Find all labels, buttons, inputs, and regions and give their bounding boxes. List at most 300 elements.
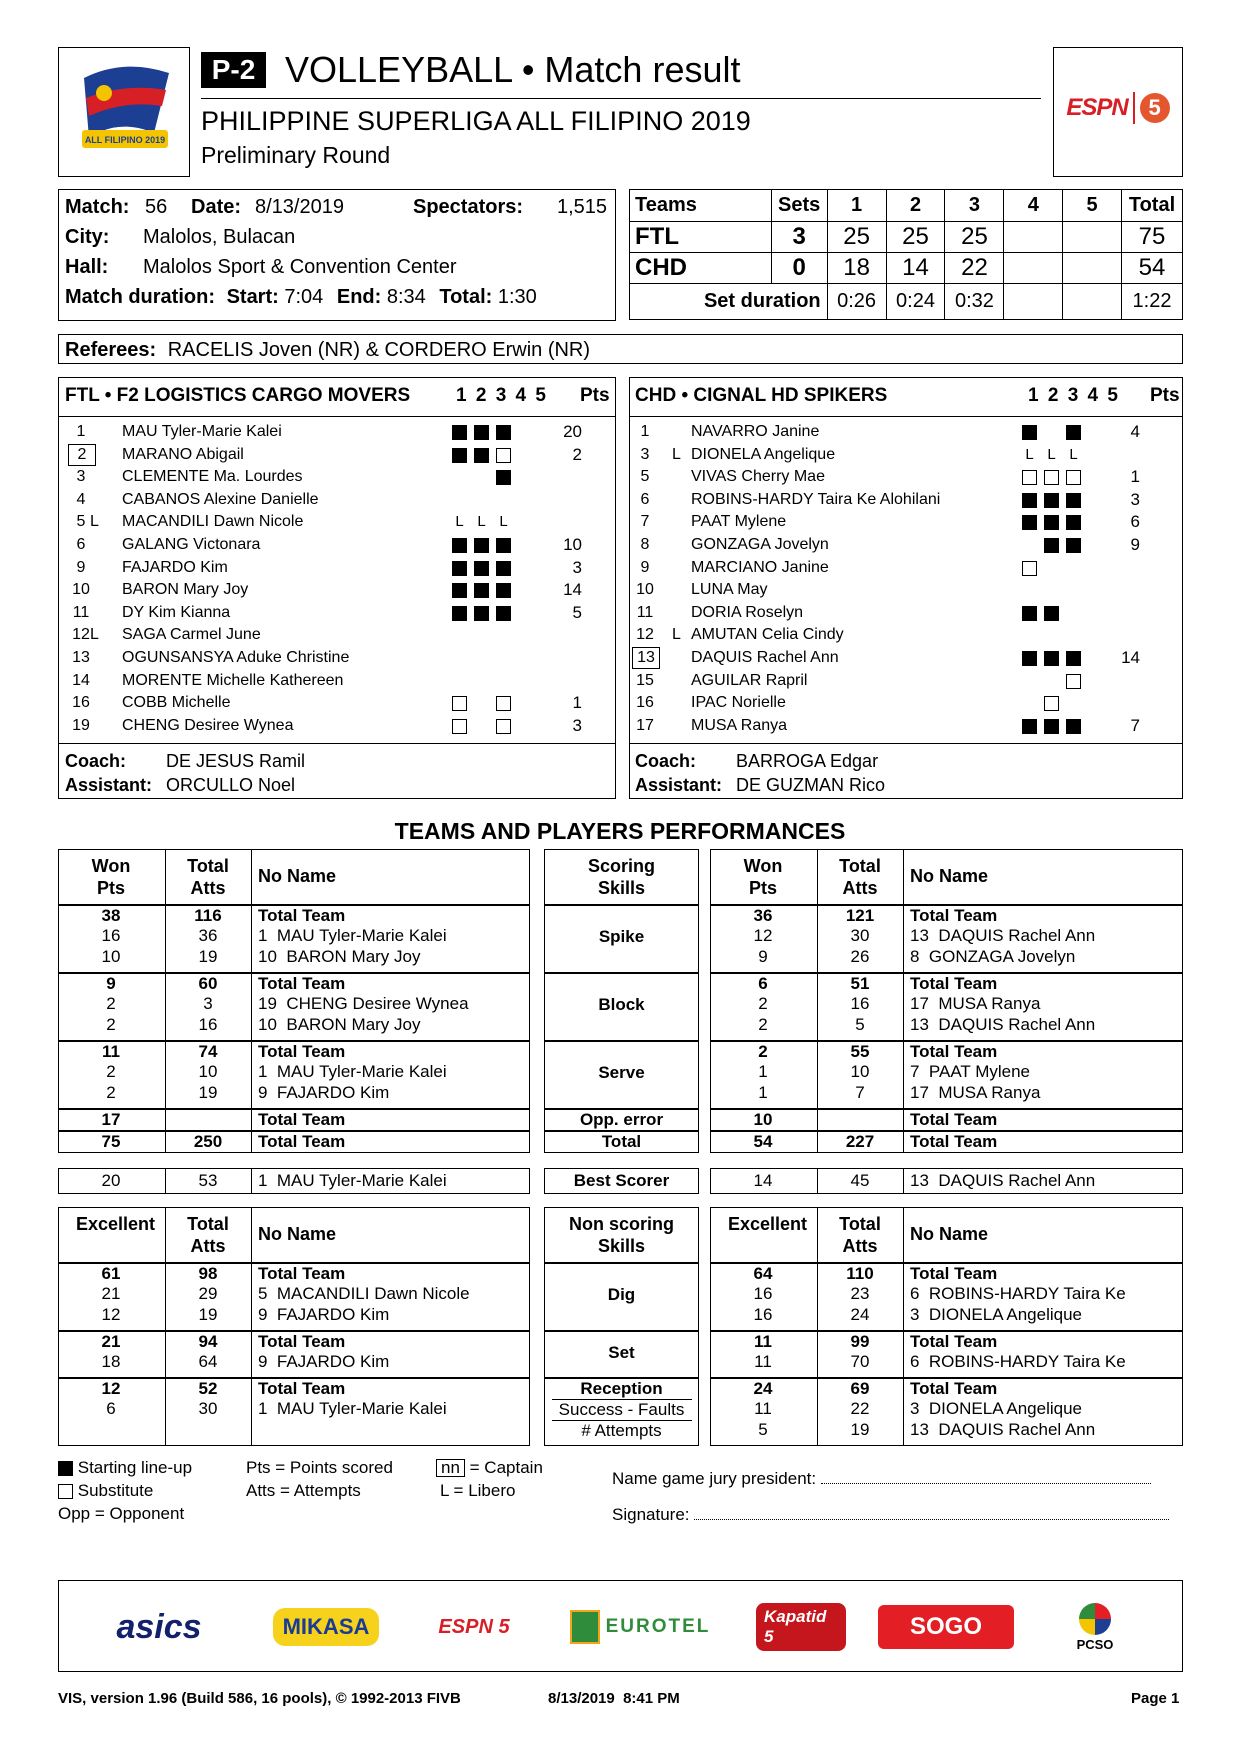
player-number: 1 xyxy=(76,423,86,440)
best-left-atts: 53 xyxy=(198,1171,218,1190)
stat-atts: 3 xyxy=(203,994,213,1014)
teams-header: Teams xyxy=(630,190,772,222)
set5-score xyxy=(1063,253,1122,284)
starting-lineup-icon xyxy=(1044,651,1059,666)
libero-set-mark: L xyxy=(499,513,508,531)
starting-lineup-icon xyxy=(1022,719,1037,734)
player-row xyxy=(629,624,1183,646)
header-name: No Name xyxy=(910,1224,989,1244)
stat-won: 17 xyxy=(101,1110,121,1129)
stat-name: Total Team xyxy=(258,1132,346,1151)
skill-label: Dig xyxy=(607,1285,636,1304)
player-row xyxy=(629,421,1183,443)
stat-name: 1 MAU Tyler-Marie Kalei xyxy=(258,1399,447,1419)
player-points: 10 xyxy=(563,535,582,554)
stat-name: 9 FAJARDO Kim xyxy=(258,1352,390,1372)
libero-set-mark: L xyxy=(1047,445,1056,463)
col-divider xyxy=(251,1378,252,1446)
stat-name: 1 MAU Tyler-Marie Kalei xyxy=(258,1062,447,1082)
player-row xyxy=(629,579,1183,601)
stat-atts: 36 xyxy=(198,926,218,946)
set2-score: 25 xyxy=(886,222,945,253)
best-right-atts: 45 xyxy=(850,1171,870,1190)
player-row xyxy=(58,602,616,624)
set3-duration: 0:32 xyxy=(945,284,1004,320)
skill-label: Reception xyxy=(580,1379,663,1398)
player-number: 19 xyxy=(72,716,90,734)
stat-name: 8 GONZAGA Jovelyn xyxy=(910,946,1076,966)
player-points: 4 xyxy=(1130,422,1140,441)
player-name: MACANDILI Dawn Nicole xyxy=(122,513,304,531)
player-name: LUNA May xyxy=(691,581,768,599)
player-row xyxy=(629,692,1183,714)
date-label: Date: xyxy=(191,196,242,218)
stat-atts: 55 xyxy=(850,1042,870,1061)
player-points: 7 xyxy=(1130,715,1140,735)
date-value: 8/13/2019 xyxy=(255,196,344,218)
libero-mark: L xyxy=(672,626,681,644)
col-divider xyxy=(903,1041,904,1109)
stat-atts: 19 xyxy=(850,1419,870,1439)
stat-name: Total Team xyxy=(910,1379,998,1398)
player-name: COBB Michelle xyxy=(122,694,231,712)
stat-atts: 121 xyxy=(845,906,875,925)
stat-won: 10 xyxy=(101,946,121,966)
starting-lineup-icon xyxy=(1022,493,1037,508)
stat-atts: 116 xyxy=(194,906,222,925)
player-points: 2 xyxy=(572,444,582,464)
player-points: 3 xyxy=(572,715,582,735)
col-divider xyxy=(903,1263,904,1331)
starting-lineup-icon xyxy=(474,425,489,440)
legend-captain-libero xyxy=(436,1456,543,1502)
legend-substitute: Substitute xyxy=(58,1479,192,1502)
stat-atts: 22 xyxy=(850,1399,870,1419)
player-row xyxy=(629,444,1183,466)
stat-name: 10 BARON Mary Joy xyxy=(258,946,421,966)
stat-name: 13 DAQUIS Rachel Ann xyxy=(910,1419,1096,1439)
hall-value: Malolos Sport & Convention Center xyxy=(143,256,457,278)
stat-won: 16 xyxy=(101,926,121,946)
stat-atts: 23 xyxy=(850,1284,870,1304)
col-divider xyxy=(903,1378,904,1446)
player-name: DORIA Roselyn xyxy=(691,603,804,621)
sogo-logo: SOGO xyxy=(876,1598,1016,1656)
stat-name: Total Team xyxy=(258,1110,346,1129)
player-row xyxy=(629,715,1183,737)
eurotel-logo: EUROTEL xyxy=(558,1598,722,1656)
stat-name: 10 BARON Mary Joy xyxy=(258,1014,421,1034)
asics-logo: asics xyxy=(116,1607,202,1646)
stat-name: Total Team xyxy=(910,1110,998,1129)
league-name: PHILIPPINE SUPERLIGA ALL FILIPINO 2019 xyxy=(201,106,751,136)
ftl-assistant-label: Assistant: xyxy=(65,775,153,795)
starting-lineup-icon xyxy=(1022,425,1037,440)
city-label: City: xyxy=(65,226,110,248)
player-name: DIONELA Angelique xyxy=(691,445,836,463)
starting-lineup-icon xyxy=(496,606,511,621)
player-name: ROBINS-HARDY Taira Ke Alohilani xyxy=(691,490,941,508)
skill-sublabel: Success - Faults xyxy=(552,1399,692,1420)
stat-won: 2 xyxy=(758,994,768,1014)
player-number: 5 xyxy=(76,513,86,531)
ftl-pts-header: Pts xyxy=(580,385,610,406)
starting-lineup-icon xyxy=(474,583,489,598)
player-number: 12 xyxy=(72,626,90,644)
col-divider xyxy=(903,1168,904,1194)
player-name: SAGA Carmel June xyxy=(122,626,261,644)
starting-lineup-icon xyxy=(1066,538,1081,553)
set5-score xyxy=(1063,222,1122,253)
player-row xyxy=(58,511,616,533)
stat-name: Total Team xyxy=(258,1264,346,1283)
stat-won: 11 xyxy=(754,1332,772,1351)
stat-name: Total Team xyxy=(910,1042,998,1061)
skill-label: Total xyxy=(601,1132,642,1151)
ftl-roster-footer-rule xyxy=(58,743,616,744)
stat-atts: 74 xyxy=(198,1042,218,1061)
player-name: VIVAS Cherry Mae xyxy=(691,468,825,486)
best-left-name: 1 MAU Tyler-Marie Kalei xyxy=(258,1171,447,1190)
captain-box-icon: nn xyxy=(436,1459,465,1477)
skills-header-label: Non scoring Skills xyxy=(568,1214,674,1256)
match-info-box xyxy=(58,189,616,321)
player-number: 7 xyxy=(640,513,650,531)
stat-atts: 19 xyxy=(198,1304,218,1324)
stat-name: Total Team xyxy=(258,1332,346,1351)
player-row xyxy=(629,557,1183,579)
best-right-pts: 14 xyxy=(753,1171,773,1190)
stat-atts: 99 xyxy=(850,1332,870,1351)
stat-won: 11 xyxy=(102,1042,120,1061)
start-label: Start: xyxy=(226,286,279,308)
mikasa-logo: MIKASA xyxy=(258,1598,394,1656)
chd-sets-header: 1 2 3 4 5 xyxy=(1028,385,1118,406)
stat-won: 9 xyxy=(758,946,768,966)
sets-won: 0 xyxy=(771,253,827,284)
player-number: 9 xyxy=(76,558,86,576)
duration-label: Match duration: xyxy=(65,286,215,308)
substitute-icon xyxy=(1066,674,1081,689)
col-divider xyxy=(251,1168,252,1194)
substitute-icon xyxy=(1044,696,1059,711)
col-divider xyxy=(251,1263,252,1331)
match-duration xyxy=(65,286,537,309)
set-duration-label: Set duration xyxy=(630,284,828,320)
coach-label: Coach: xyxy=(65,751,127,771)
sets-header: Sets xyxy=(771,190,827,222)
best-left-pts: 20 xyxy=(101,1171,121,1190)
starting-lineup-icon xyxy=(452,425,467,440)
player-number: 8 xyxy=(640,536,650,553)
total-score: 54 xyxy=(1122,253,1183,284)
footer-page: Page 1 xyxy=(1131,1690,1180,1707)
skills-header-label: Scoring Skills xyxy=(587,856,655,898)
stat-name: 7 PAAT Mylene xyxy=(910,1062,1030,1082)
league-logo xyxy=(74,58,174,158)
player-number: 10 xyxy=(72,581,90,599)
substitute-icon xyxy=(496,696,511,711)
stat-won: 11 xyxy=(754,1399,772,1419)
chd-assistant-name: DE GUZMAN Rico xyxy=(736,775,886,795)
stat-name: 19 CHENG Desiree Wynea xyxy=(258,994,469,1014)
jury-signature: Signature: xyxy=(612,1505,1169,1525)
player-number: 4 xyxy=(76,490,86,508)
stat-name: 9 FAJARDO Kim xyxy=(258,1304,390,1324)
col-divider xyxy=(165,1109,166,1131)
stat-name: 13 DAQUIS Rachel Ann xyxy=(910,1014,1096,1034)
stat-atts: 26 xyxy=(850,946,870,966)
end-value: 8:34 xyxy=(386,286,426,308)
player-points: 3 xyxy=(572,557,582,577)
legend-atts: Atts = Attempts xyxy=(246,1481,361,1500)
stat-atts: 10 xyxy=(198,1062,218,1082)
stat-won: 64 xyxy=(753,1264,773,1283)
jury-president-line[interactable] xyxy=(821,1483,1151,1484)
stat-name: Total Team xyxy=(258,1379,346,1398)
stat-won: 2 xyxy=(106,1014,116,1034)
col-divider xyxy=(903,973,904,1041)
stat-atts: 19 xyxy=(198,946,218,966)
starting-lineup-icon xyxy=(452,583,467,598)
starting-lineup-icon xyxy=(1022,651,1037,666)
player-number: 3 xyxy=(76,468,86,486)
player-name: FAJARDO Kim xyxy=(122,558,228,576)
starting-lineup-icon xyxy=(496,470,511,485)
starting-lineup-icon xyxy=(1044,538,1059,553)
stat-atts: 52 xyxy=(198,1379,218,1398)
player-number: 10 xyxy=(636,581,654,599)
empty-square-icon xyxy=(58,1484,73,1499)
starting-lineup-icon xyxy=(1066,719,1081,734)
footer-version: VIS, version 1.96 (Build 586, 16 pools), © 1992-2013 FIVB xyxy=(58,1690,461,1707)
chd-coach-name: BARROGA Edgar xyxy=(736,751,879,771)
set5-header: 5 xyxy=(1063,190,1122,222)
set3-score: 25 xyxy=(945,222,1004,253)
stat-atts: 227 xyxy=(845,1132,875,1151)
set3-header: 3 xyxy=(945,190,1004,222)
referees-label: Referees: xyxy=(65,339,157,361)
header-name: No Name xyxy=(258,866,337,886)
player-row xyxy=(629,602,1183,624)
stat-won: 12 xyxy=(101,1379,121,1398)
player-row xyxy=(629,511,1183,533)
player-number: 12 xyxy=(636,626,654,644)
player-name: IPAC Norielle xyxy=(691,694,786,712)
starting-lineup-icon xyxy=(1066,493,1081,508)
libero-mark: L xyxy=(90,513,99,531)
set2-header: 2 xyxy=(886,190,945,222)
col-divider xyxy=(903,1109,904,1131)
stat-name: 3 DIONELA Angelique xyxy=(910,1399,1083,1419)
player-name: MAU Tyler-Marie Kalei xyxy=(122,423,282,440)
start-value: 7:04 xyxy=(284,286,324,308)
substitute-icon xyxy=(452,696,467,711)
libero-set-mark: L xyxy=(1025,445,1034,463)
col-divider xyxy=(903,1131,904,1153)
starting-lineup-icon xyxy=(1022,606,1037,621)
ftl-roster-header-rule xyxy=(58,416,616,417)
substitute-icon xyxy=(1022,470,1037,485)
starting-lineup-icon xyxy=(474,606,489,621)
stat-name: 3 DIONELA Angelique xyxy=(910,1304,1083,1324)
page-code: P-2 xyxy=(201,52,266,88)
starting-lineup-icon xyxy=(1066,425,1081,440)
score-header-row xyxy=(630,190,1183,222)
stat-name: Total Team xyxy=(910,1132,998,1151)
legend-pts: Pts = Points scored xyxy=(246,1458,393,1477)
stat-name: 13 DAQUIS Rachel Ann xyxy=(910,926,1096,946)
player-row xyxy=(58,466,616,488)
filled-square-icon xyxy=(58,1461,73,1476)
match-label: Match: xyxy=(65,196,130,218)
player-row xyxy=(58,670,616,692)
stat-won: 21 xyxy=(101,1332,121,1351)
stat-won: 10 xyxy=(753,1110,773,1129)
end-label: End: xyxy=(336,286,382,308)
stat-name: Total Team xyxy=(910,974,998,993)
player-name: BARON Mary Joy xyxy=(122,581,249,599)
match-number: 56 xyxy=(145,196,168,218)
player-name: DAQUIS Rachel Ann xyxy=(691,649,839,666)
stat-won: 2 xyxy=(106,994,116,1014)
libero-mark: L xyxy=(672,445,681,463)
stat-name: 6 ROBINS-HARDY Taira Ke xyxy=(910,1284,1126,1304)
player-name: CHENG Desiree Wynea xyxy=(122,716,294,734)
col-divider xyxy=(251,1131,252,1153)
col-divider xyxy=(817,1109,818,1131)
player-name: CLEMENTE Ma. Lourdes xyxy=(122,468,303,486)
player-name: MARCIANO Janine xyxy=(691,558,829,576)
player-number: 15 xyxy=(636,671,654,689)
stat-won: 1 xyxy=(758,1082,768,1102)
col-divider xyxy=(903,1207,904,1263)
ftl-coach-name: DE JESUS Ramil xyxy=(166,751,306,771)
stat-atts: 16 xyxy=(850,994,870,1014)
chd-roster-header-rule xyxy=(629,416,1183,417)
header-atts: Total Atts xyxy=(839,1214,881,1256)
set4-score xyxy=(1004,222,1063,253)
hall-label: Hall: xyxy=(65,256,109,278)
stat-atts: 250 xyxy=(193,1132,223,1151)
chd-pts-header: Pts xyxy=(1150,385,1180,406)
stat-won: 9 xyxy=(106,974,116,993)
player-points: 9 xyxy=(1130,535,1140,554)
chd-assistant-label: Assistant: xyxy=(635,775,723,795)
substitute-icon xyxy=(1022,561,1037,576)
col-divider xyxy=(903,1331,904,1378)
signature-line[interactable] xyxy=(694,1519,1169,1520)
set4-header: 4 xyxy=(1004,190,1063,222)
player-name: MARANO Abigail xyxy=(122,445,244,463)
stat-name: Total Team xyxy=(910,1332,998,1351)
starting-lineup-icon xyxy=(496,538,511,553)
jury-president: Name game jury president: xyxy=(612,1469,1151,1489)
player-points: 1 xyxy=(1130,467,1140,487)
player-number: 16 xyxy=(72,694,90,712)
reception-skill-label xyxy=(544,1379,699,1441)
ftl-team-title: FTL • F2 LOGISTICS CARGO MOVERS xyxy=(65,385,411,406)
stat-won: 61 xyxy=(101,1264,121,1283)
score-table xyxy=(629,189,1183,320)
player-row xyxy=(629,534,1183,556)
stat-won: 2 xyxy=(758,1014,768,1034)
starting-lineup-icon xyxy=(452,606,467,621)
stat-atts: 7 xyxy=(855,1082,865,1102)
player-name: AMUTAN Celia Cindy xyxy=(691,626,844,644)
col-divider xyxy=(251,1207,252,1263)
ftl-assistant-name: ORCULLO Noel xyxy=(166,775,296,795)
stat-name: Total Team xyxy=(910,1264,998,1283)
stat-name: 1 MAU Tyler-Marie Kalei xyxy=(258,926,447,946)
stat-won: 16 xyxy=(753,1284,773,1304)
starting-lineup-icon xyxy=(1022,515,1037,530)
stat-won: 38 xyxy=(101,906,121,925)
pcso-logo: PCSO xyxy=(1040,1598,1150,1656)
stat-won: 6 xyxy=(106,1399,116,1419)
spectators-label: Spectators: xyxy=(413,196,524,218)
stat-atts: 51 xyxy=(850,974,870,993)
stat-won: 16 xyxy=(753,1304,773,1324)
player-number: 13 xyxy=(72,649,90,666)
skill-label: Opp. error xyxy=(579,1110,664,1129)
header-won: Excellent xyxy=(76,1214,156,1234)
ftl-sets-header: 1 2 3 4 5 xyxy=(456,385,546,406)
city-value: Malolos, Bulacan xyxy=(143,226,296,248)
starting-lineup-icon xyxy=(496,583,511,598)
set4-score xyxy=(1004,253,1063,284)
total-value: 1:30 xyxy=(497,286,537,308)
libero-mark: L xyxy=(90,626,99,644)
starting-lineup-icon xyxy=(1044,493,1059,508)
player-name: CABANOS Alexine Danielle xyxy=(122,490,319,508)
stat-atts: 60 xyxy=(198,974,218,993)
col-divider xyxy=(251,973,252,1041)
sets-won: 3 xyxy=(771,222,827,253)
starting-lineup-icon xyxy=(452,538,467,553)
player-row xyxy=(629,670,1183,692)
stat-won: 24 xyxy=(753,1379,773,1398)
stat-won: 2 xyxy=(106,1062,116,1082)
player-row xyxy=(58,715,616,737)
stat-name: 9 FAJARDO Kim xyxy=(258,1082,390,1102)
starting-lineup-icon xyxy=(474,448,489,463)
set4-duration xyxy=(1004,284,1063,320)
player-row xyxy=(58,557,616,579)
starting-lineup-icon xyxy=(1044,719,1059,734)
player-row xyxy=(58,534,616,556)
col-divider xyxy=(251,849,252,905)
legend-starting: Starting line-up xyxy=(58,1456,192,1479)
score-row-ftl xyxy=(630,222,1183,253)
stat-atts: 29 xyxy=(198,1284,218,1304)
score-row-chd xyxy=(630,253,1183,284)
header-atts: Total Atts xyxy=(187,1214,229,1256)
player-number: 5 xyxy=(640,468,650,486)
legend-captain: nn = Captain xyxy=(436,1456,543,1479)
performances-title: TEAMS AND PLAYERS PERFORMANCES xyxy=(394,818,846,844)
player-number: 6 xyxy=(640,490,650,508)
stat-won: 2 xyxy=(106,1082,116,1102)
libero-set-mark: L xyxy=(477,513,486,531)
starting-lineup-icon xyxy=(496,561,511,576)
player-row xyxy=(629,489,1183,511)
player-number: 13 xyxy=(632,647,660,669)
player-points: 5 xyxy=(572,602,582,622)
player-row xyxy=(58,647,616,669)
team-code: FTL xyxy=(630,222,772,253)
set-duration-row xyxy=(630,284,1183,320)
